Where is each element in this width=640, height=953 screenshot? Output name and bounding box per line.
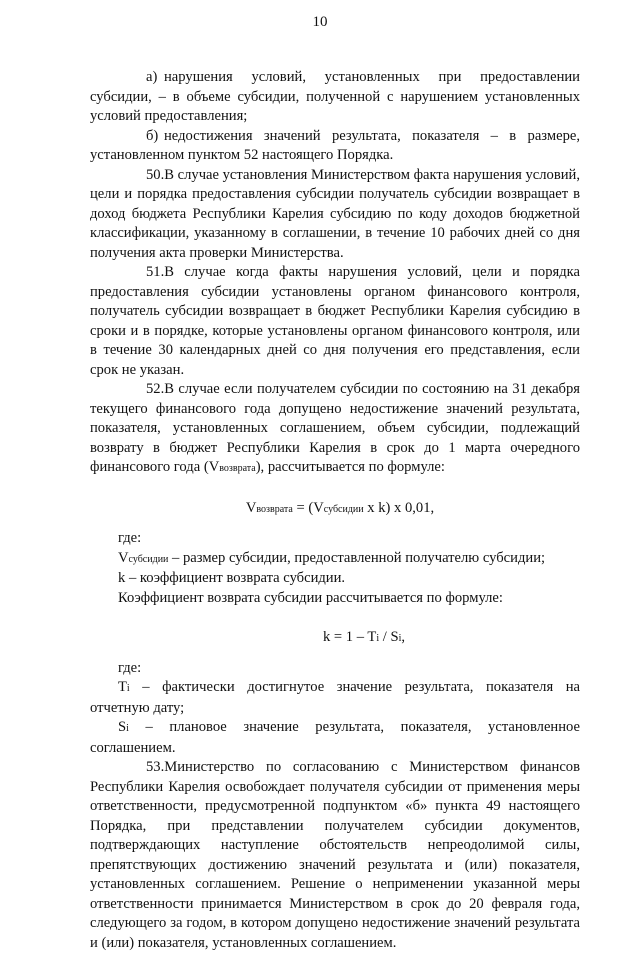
formula-1-mid: = (V [292, 499, 324, 516]
clause-b-text: недостижения значений результата, показателя – в размере, установленном пунктом 52 настоящего Порядка. [90, 127, 580, 163]
definition-s-subscript: i [126, 723, 129, 734]
formula-2-c: , [401, 629, 406, 645]
definition-s [90, 718, 580, 758]
formula-2-b: / S [379, 629, 399, 645]
definition-t-subscript: i [126, 683, 130, 694]
definition-t-text: – фактически достигнутое значение результата, показателя на отчетную дату; [90, 679, 580, 716]
paragraph-50-number: 50. [146, 166, 165, 183]
paragraph-51-number: 51. [146, 264, 165, 280]
document-body [90, 68, 580, 953]
formula-1-v: V [245, 499, 257, 516]
paragraph-52-number: 52. [146, 381, 165, 397]
where-label-2: где: [118, 659, 142, 676]
formula-2-sub-2: i [398, 633, 402, 644]
formula-2-a: k = 1 – T [322, 629, 377, 645]
page-number: 10 [312, 14, 328, 30]
definition-k: k – коэффициент возврата субсидии. [118, 570, 346, 586]
paragraph-52-text-end: ), рассчитывается по формуле: [255, 459, 445, 475]
definition-v-subscript: субсидии [128, 553, 169, 565]
paragraph-53-number: 53. [146, 759, 165, 775]
refund-formula [90, 499, 580, 520]
formula-1-sub-1: возврата [256, 503, 293, 515]
formula-1-tail: x k) x 0,01, [363, 499, 435, 516]
paragraph-51 [90, 263, 580, 380]
definition-v-symbol: V [118, 549, 129, 566]
paragraph-53-text: Министерство по согласованию с Министерством финансов Республики Карелия освобождает получателя субсидии от применения меры ответственности, предусмотренной подпунктом «б» пункта 49 настоящего Порядка, при представлении получателем субсидии документов, подтверждающих наступление обстоятельств непреодолимой силы, препятствующих достижению значений результата и (или) показателя, установленных соглашением. Решение о неприменении указанной меры ответственности принимается Министерством в срок до 20 февраля года, следующего за годом, в котором допущено недостижение значений результата и (или) показателя, установленных соглашением. [90, 759, 580, 951]
coefficient-formula [90, 628, 580, 649]
clause-a-number: а) [146, 69, 158, 85]
clause-a [90, 68, 580, 127]
definition-t [90, 678, 580, 718]
clause-b [90, 127, 580, 166]
definition-t-symbol: T [118, 679, 127, 695]
definition-s-text: – плановое значение результата, показателя, установленное соглашением. [90, 719, 580, 756]
paragraph-50 [90, 166, 580, 264]
paragraph-53 [90, 758, 580, 953]
paragraph-52-text: В случае если получателем субсидии по состоянию на 31 декабря текущего финансового года допущено недостижение значений результата, показателя, установленных соглашением, объем субсидии, подлежащий возврату в бюджет Республики Карелия в срок до 1 марта очередного финансового года (V [90, 381, 580, 475]
formula-2-sub-1: i [376, 633, 380, 644]
paragraph-52-subscript: возврата [219, 463, 256, 474]
formula-1-sub-2: субсидии [323, 503, 364, 515]
definition-s-symbol: S [118, 719, 127, 735]
clause-b-number: б) [146, 127, 159, 144]
definition-v-text: – размер субсидии, предоставленной получателю субсидии; [168, 549, 546, 566]
paragraph-52 [90, 380, 580, 479]
paragraph-51-text: В случае когда факты нарушения условий, цели и порядка предоставления субсидии установлены органом финансового контроля, получатель субсидии возвращает в бюджет Республики Карелия субсидию в сроки и в порядке, которые установлены органом финансового контроля, или в течение 30 календарных дней со дня получения его представления, если срок не указан. [90, 264, 580, 378]
coefficient-intro: Коэффициент возврата субсидии рассчитывается по формуле: [118, 589, 503, 606]
definition-v-subsidy [90, 549, 580, 570]
where-label-1: где: [118, 530, 142, 546]
clause-a-text: нарушения условий, установленных при предоставлении субсидии, – в объеме субсидии, полученной с нарушением установленных условий предоставления; [90, 69, 580, 124]
paragraph-50-text: В случае установления Министерством факта нарушения условий, цели и порядка предоставления субсидии получатель субсидии возвращает в доход бюджета Республики Карелия субсидию по коду доходов бюджетной классификации, указанному в соглашении, в течение 10 рабочих дней со дня получения акта проверки Министерства. [90, 166, 580, 261]
